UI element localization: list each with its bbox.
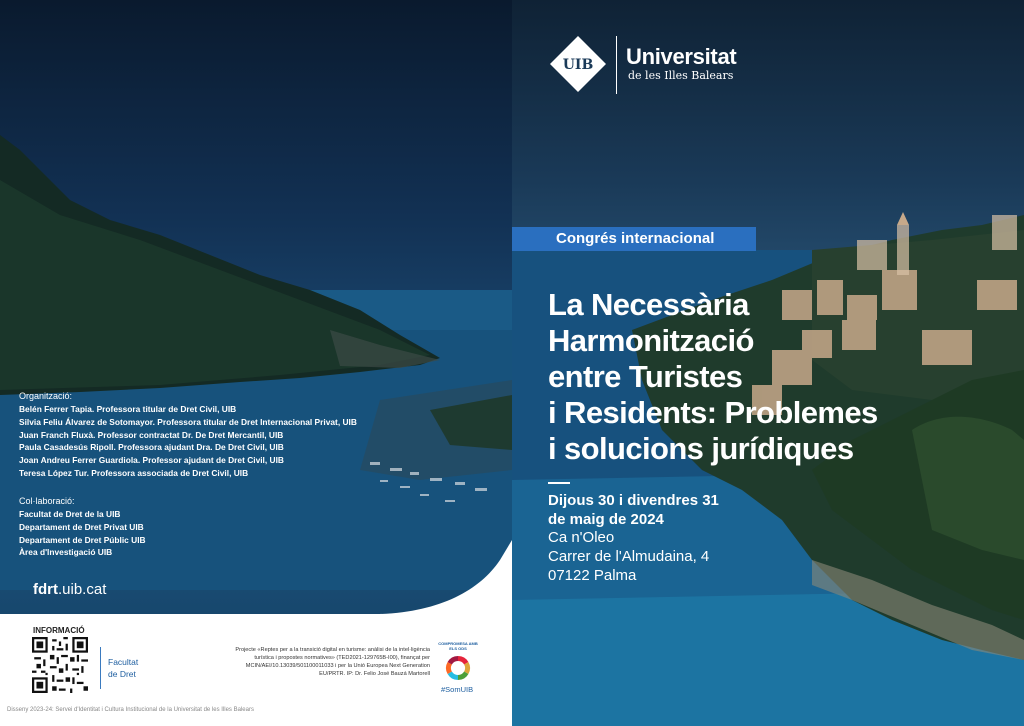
organizer-item: Teresa López Tur. Professora associada de Dret Civil, UIB <box>19 467 249 478</box>
venue-line: Carrer de l'Almudaina, 4 <box>548 548 710 565</box>
uib-logo-icon[interactable] <box>548 34 608 94</box>
logo-divider <box>616 36 617 94</box>
url-suffix: .uib.cat <box>58 581 107 598</box>
title-line: entre Turistes <box>548 359 743 394</box>
organizer-item: Paula Casadesús Ripoll. Professora ajudant Dra. De Dret Civil, UIB <box>19 442 284 453</box>
title-line: i Residents: Problemes <box>548 395 878 430</box>
title-line: La Necessària <box>548 287 749 322</box>
sdg-heading: COMPROMESA AMB ELS ODS <box>438 641 478 651</box>
hashtag-label: #SomUIB <box>441 685 474 694</box>
organizer-item: Joan Andreu Ferrer Guardiola. Professor ajudant de Dret Civil, UIB <box>19 455 284 466</box>
info-heading: INFORMACIÓ <box>33 626 85 635</box>
url-domain: fdrt <box>33 581 58 598</box>
university-subtitle: de les Illes Balears <box>628 69 734 82</box>
front-cover <box>512 0 1024 726</box>
title-divider <box>548 482 570 484</box>
organizer-item: Silvia Feliu Álvarez de Sotomayor. Professora titular de Dret Internacional Privat, UIB <box>19 416 357 427</box>
event-type-label: Congrés internacional <box>556 230 715 247</box>
organizer-item: Belén Ferrer Tapia. Professora titular de Dret Civil, UIB <box>19 404 237 414</box>
design-credits: Disseny 2023-24: Servei d'Identitat i Cultura Institucional de la Universitat de les Illes Balears <box>7 707 254 713</box>
faculty-label: Facultat de Dret <box>108 657 139 679</box>
faculty-divider <box>100 647 101 689</box>
event-venue <box>548 528 709 585</box>
organization-list <box>19 403 357 480</box>
event-date: Dijous 30 i divendres 31 de maig de 2024 <box>548 492 719 528</box>
venue-line: Ca n'Oleo <box>548 529 615 546</box>
collaboration-list <box>19 508 146 559</box>
collaborator-item: Departament de Dret Privat UIB <box>19 521 144 532</box>
qr-code-icon[interactable] <box>32 637 88 693</box>
event-title <box>548 287 978 467</box>
website-link[interactable] <box>33 581 106 598</box>
logo-text: UIB <box>562 57 594 73</box>
organizer-item: Juan Franch Fluxà. Professor contractat Dr. De Dret Mercantil, UIB <box>19 429 284 440</box>
organization-heading: Organització: <box>19 391 73 401</box>
title-line: i solucions jurídiques <box>548 431 854 466</box>
sdg-wheel-icon <box>440 640 476 684</box>
venue-line: 07122 Palma <box>548 567 637 584</box>
title-line: Harmonització <box>548 323 754 358</box>
collaborator-item: Àrea d'Investigació UIB <box>19 547 113 558</box>
collaboration-heading: Col·laboració: <box>19 496 75 506</box>
collaborator-item: Departament de Dret Públic UIB <box>19 534 146 545</box>
project-funding-text: Projecte «Reptes per a la transició digital en turisme: anàlisi de la intel·ligència turística i propostes normatives» (TED2021-129765B-I00), finançat per MCIN/AEI/10.13039/501100011033 i per la Unió Europea Next Generation EU/PRTR. IP: Dr. Felio José Bauzá Martorell <box>235 647 430 677</box>
university-name: Universitat <box>626 44 737 69</box>
collaborator-item: Facultat de Dret de la UIB <box>19 509 121 519</box>
